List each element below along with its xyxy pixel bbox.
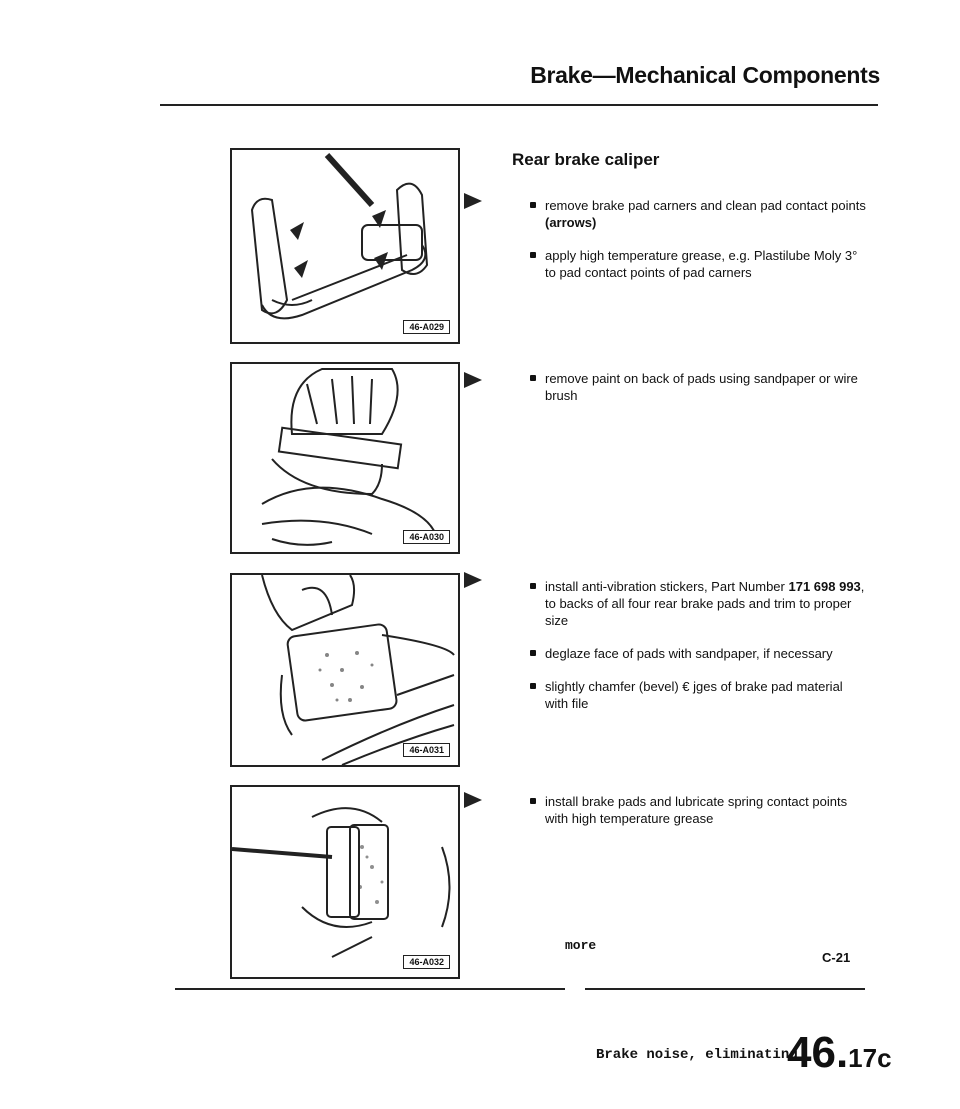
header-rule [160, 104, 878, 106]
pointer-arrow-icon [464, 372, 482, 388]
pad-sticker-illustration [232, 575, 458, 765]
section-title: Rear brake caliper [512, 150, 660, 169]
section-number [787, 1028, 892, 1078]
footer-rule [175, 988, 565, 990]
list-item: remove paint on back of pads using sandpaper or wire brush [529, 370, 869, 404]
footer-caption: Brake noise, eliminating [596, 1047, 798, 1063]
section-number-main: 46. [787, 1028, 849, 1077]
sanding-illustration [232, 364, 458, 552]
page-reference: C-21 [822, 950, 851, 965]
pad-install-illustration [232, 787, 458, 977]
figure-label: 46-A029 [403, 320, 450, 334]
figure-pad-sanding [230, 362, 460, 554]
step-4-list [529, 793, 869, 843]
figure-label: 46-A031 [403, 743, 450, 757]
step-2-list [529, 370, 869, 420]
figure-anti-vibration [230, 573, 460, 767]
pointer-arrow-icon [464, 193, 482, 209]
list-item: deglaze face of pads with sandpaper, if necessary [529, 645, 869, 662]
pointer-arrow-icon [464, 572, 482, 588]
list-item: install anti-vibration stickers, Part Number 171 698 993, to backs of all four rear brake pads and trim to proper size [529, 578, 869, 629]
list-item: install brake pads and lubricate spring contact points with high temperature grease [529, 793, 869, 827]
figure-label: 46-A030 [403, 530, 450, 544]
section-number-sub: 17c [848, 1043, 892, 1073]
step-1-list [529, 197, 869, 297]
footer-rule-right [585, 988, 865, 990]
figure-install-pads [230, 785, 460, 979]
pointer-arrow-icon [464, 792, 482, 808]
figure-caliper-carrier [230, 148, 460, 344]
figure-label: 46-A032 [403, 955, 450, 969]
page-title: Brake—Mechanical Components [530, 62, 880, 88]
step-3-list [529, 578, 869, 728]
list-item: slightly chamfer (bevel) € jges of brake pad material with file [529, 678, 869, 712]
list-item: apply high temperature grease, e.g. Plastilube Moly 3° to pad contact points of pad carners [529, 247, 869, 281]
caliper-illustration [232, 150, 458, 342]
more-label: more [565, 938, 597, 953]
list-item: remove brake pad carners and clean pad contact points (arrows) [529, 197, 869, 231]
